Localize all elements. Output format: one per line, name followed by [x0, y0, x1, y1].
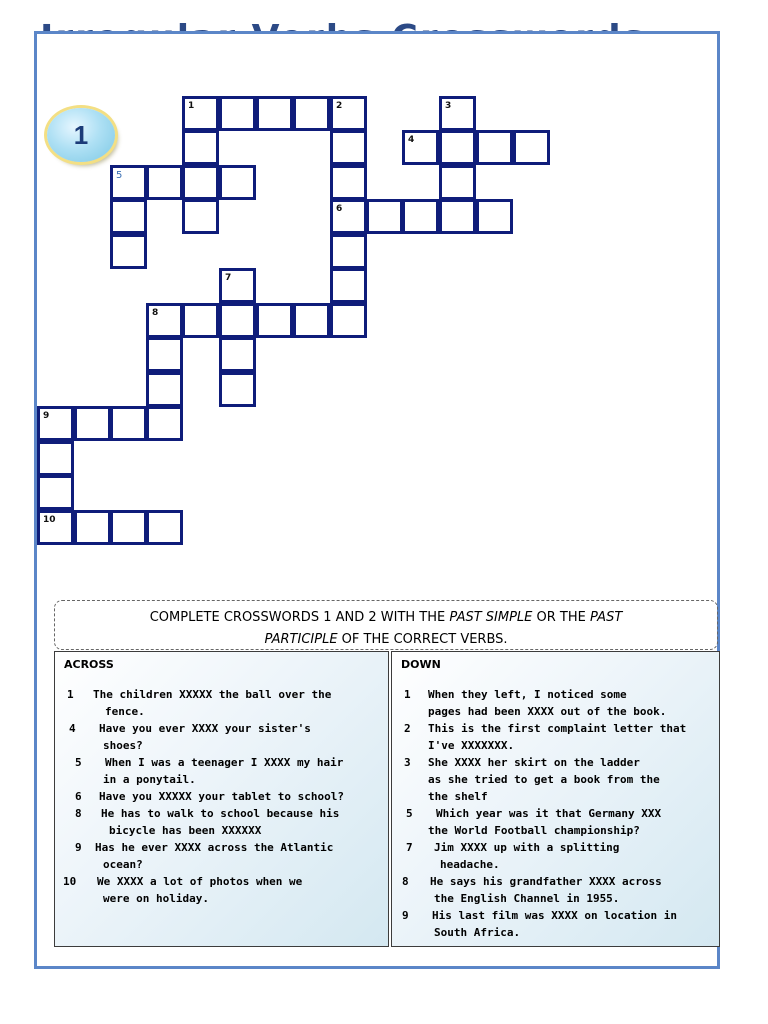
crossword-cell[interactable]: [402, 130, 439, 165]
crossword-cell[interactable]: [37, 441, 74, 476]
clue-number: 4: [408, 135, 415, 145]
clue-number: 6: [336, 204, 343, 214]
crossword-cell[interactable]: [219, 303, 256, 338]
crossword-cell[interactable]: [439, 130, 476, 165]
clue-number: 9: [402, 909, 409, 922]
crossword-cell[interactable]: [330, 165, 367, 200]
clue-text: Has he ever XXXX across the Atlantic: [95, 841, 334, 854]
crossword-cell[interactable]: [513, 130, 550, 165]
crossword-cell[interactable]: [146, 337, 183, 372]
clue-text: When I was a teenager I XXXX my hair: [105, 756, 344, 769]
clue-number: 3: [445, 101, 452, 111]
across-clues-panel: [54, 651, 389, 947]
instructions-text: OR THE: [532, 610, 590, 625]
clue-text: as she tried to get a book from the: [428, 773, 660, 786]
clue-number: 2: [336, 101, 343, 111]
clue-text: She XXXX her skirt on the ladder: [428, 756, 640, 769]
badge-label: 1: [73, 119, 89, 150]
crossword-cell[interactable]: [74, 406, 111, 441]
clue-number: 8: [402, 875, 409, 888]
clue-number: 10: [63, 875, 77, 888]
crossword-cell[interactable]: [219, 268, 256, 303]
instructions-emphasis: PAST: [589, 610, 623, 625]
clue-text: the World Football championship?: [428, 824, 640, 837]
crossword-cell[interactable]: [37, 510, 74, 545]
crossword-cell[interactable]: [330, 96, 367, 131]
clue-number: 8: [75, 807, 82, 820]
crossword-cell[interactable]: [182, 199, 219, 234]
crossword-number-badge: [47, 108, 115, 162]
crossword-cell[interactable]: [293, 303, 330, 338]
clue-number: 10: [43, 515, 56, 525]
crossword-cell[interactable]: [330, 130, 367, 165]
crossword-cell[interactable]: [330, 268, 367, 303]
crossword-cell[interactable]: [146, 303, 183, 338]
clue-text: pages had been XXXX out of the book.: [428, 705, 667, 718]
crossword-cell[interactable]: [146, 372, 183, 407]
crossword-cell[interactable]: [476, 130, 513, 165]
clue-number: 1: [188, 101, 195, 111]
clue-text: Jim XXXX up with a splitting: [434, 841, 620, 854]
crossword-cell[interactable]: [330, 199, 367, 234]
crossword-cell[interactable]: [476, 199, 513, 234]
clue-text: I've XXXXXXX.: [428, 739, 515, 752]
crossword-cell[interactable]: [219, 372, 256, 407]
clue-text: When they left, I noticed some: [428, 688, 627, 701]
clue-text: His last film was XXXX on location in: [432, 909, 678, 922]
clue-text: He says his grandfather XXXX across: [430, 875, 662, 888]
crossword-cell[interactable]: [256, 303, 293, 338]
crossword-cell[interactable]: [37, 475, 74, 510]
crossword-cell[interactable]: [146, 510, 183, 545]
instructions-line-2: [55, 629, 717, 651]
clue-text: in a ponytail.: [103, 773, 196, 786]
clue-number: 6: [75, 790, 82, 803]
clue-text: Which year was it that Germany XXX: [436, 807, 662, 820]
clue-text: He has to walk to school because his: [101, 807, 340, 820]
clue-number: 9: [75, 841, 82, 854]
crossword-cell[interactable]: [182, 165, 219, 200]
clue-text: fence.: [105, 705, 145, 718]
clue-text: Have you XXXXX your tablet to school?: [99, 790, 345, 803]
crossword-cell[interactable]: [37, 406, 74, 441]
crossword-cell[interactable]: [110, 406, 147, 441]
across-heading: ACROSS: [64, 658, 114, 671]
clue-text: South Africa.: [434, 926, 521, 939]
clue-text: This is the first complaint letter that: [428, 722, 687, 735]
clue-number: 9: [43, 411, 50, 421]
crossword-cell[interactable]: [402, 199, 439, 234]
down-clues-panel: [391, 651, 720, 947]
clue-number: 7: [225, 273, 232, 283]
clue-number: 1: [67, 688, 74, 701]
clue-text: We XXXX a lot of photos when we: [97, 875, 303, 888]
clue-number: 5: [75, 756, 82, 769]
clue-number: 5: [406, 807, 413, 820]
crossword-cell[interactable]: [256, 96, 293, 131]
crossword-cell[interactable]: [182, 96, 219, 131]
down-heading: DOWN: [401, 658, 441, 671]
crossword-cell[interactable]: [219, 165, 256, 200]
clue-text: shoes?: [103, 739, 143, 752]
clue-text: the shelf: [428, 790, 488, 803]
clue-number: 2: [404, 722, 411, 735]
crossword-cell[interactable]: [110, 165, 147, 200]
clue-text: ocean?: [103, 858, 143, 871]
crossword-cell[interactable]: [146, 165, 183, 200]
instructions-line-1: [55, 607, 717, 629]
clue-number: 7: [406, 841, 413, 854]
crossword-cell[interactable]: [110, 199, 147, 234]
clue-number: 3: [404, 756, 411, 769]
instructions-text: COMPLETE CROSSWORDS 1 AND 2 WITH THE: [149, 610, 450, 625]
crossword-cell[interactable]: [439, 165, 476, 200]
crossword-cell[interactable]: [110, 234, 147, 269]
clue-text: the English Channel in 1955.: [434, 892, 620, 905]
clue-text: The children XXXXX the ball over the: [93, 688, 332, 701]
clue-number: 1: [404, 688, 411, 701]
crossword-cell[interactable]: [182, 130, 219, 165]
crossword-cell[interactable]: [146, 406, 183, 441]
crossword-cell[interactable]: [74, 510, 111, 545]
clue-number: 4: [69, 722, 76, 735]
clue-number: 8: [152, 308, 159, 318]
crossword-cell[interactable]: [330, 303, 367, 338]
clue-number: 5: [116, 170, 123, 181]
crossword-cell[interactable]: [330, 234, 367, 269]
crossword-cell[interactable]: [439, 96, 476, 131]
crossword-cell[interactable]: [110, 510, 147, 545]
instructions-emphasis: PARTICIPLE: [264, 632, 338, 647]
instructions-text: OF THE CORRECT VERBS.: [337, 632, 508, 647]
clue-text: bicycle has been XXXXXX: [109, 824, 262, 837]
crossword-cell[interactable]: [439, 199, 476, 234]
instructions-emphasis: PAST SIMPLE: [449, 610, 533, 625]
clue-text: were on holiday.: [103, 892, 209, 905]
crossword-cell[interactable]: [366, 199, 403, 234]
crossword-cell[interactable]: [293, 96, 330, 131]
crossword-cell[interactable]: [219, 337, 256, 372]
crossword-cell[interactable]: [219, 96, 256, 131]
clue-text: Have you ever XXXX your sister's: [99, 722, 311, 735]
crossword-cell[interactable]: [182, 303, 219, 338]
instructions-box: [54, 600, 718, 650]
clue-text: headache.: [440, 858, 500, 871]
